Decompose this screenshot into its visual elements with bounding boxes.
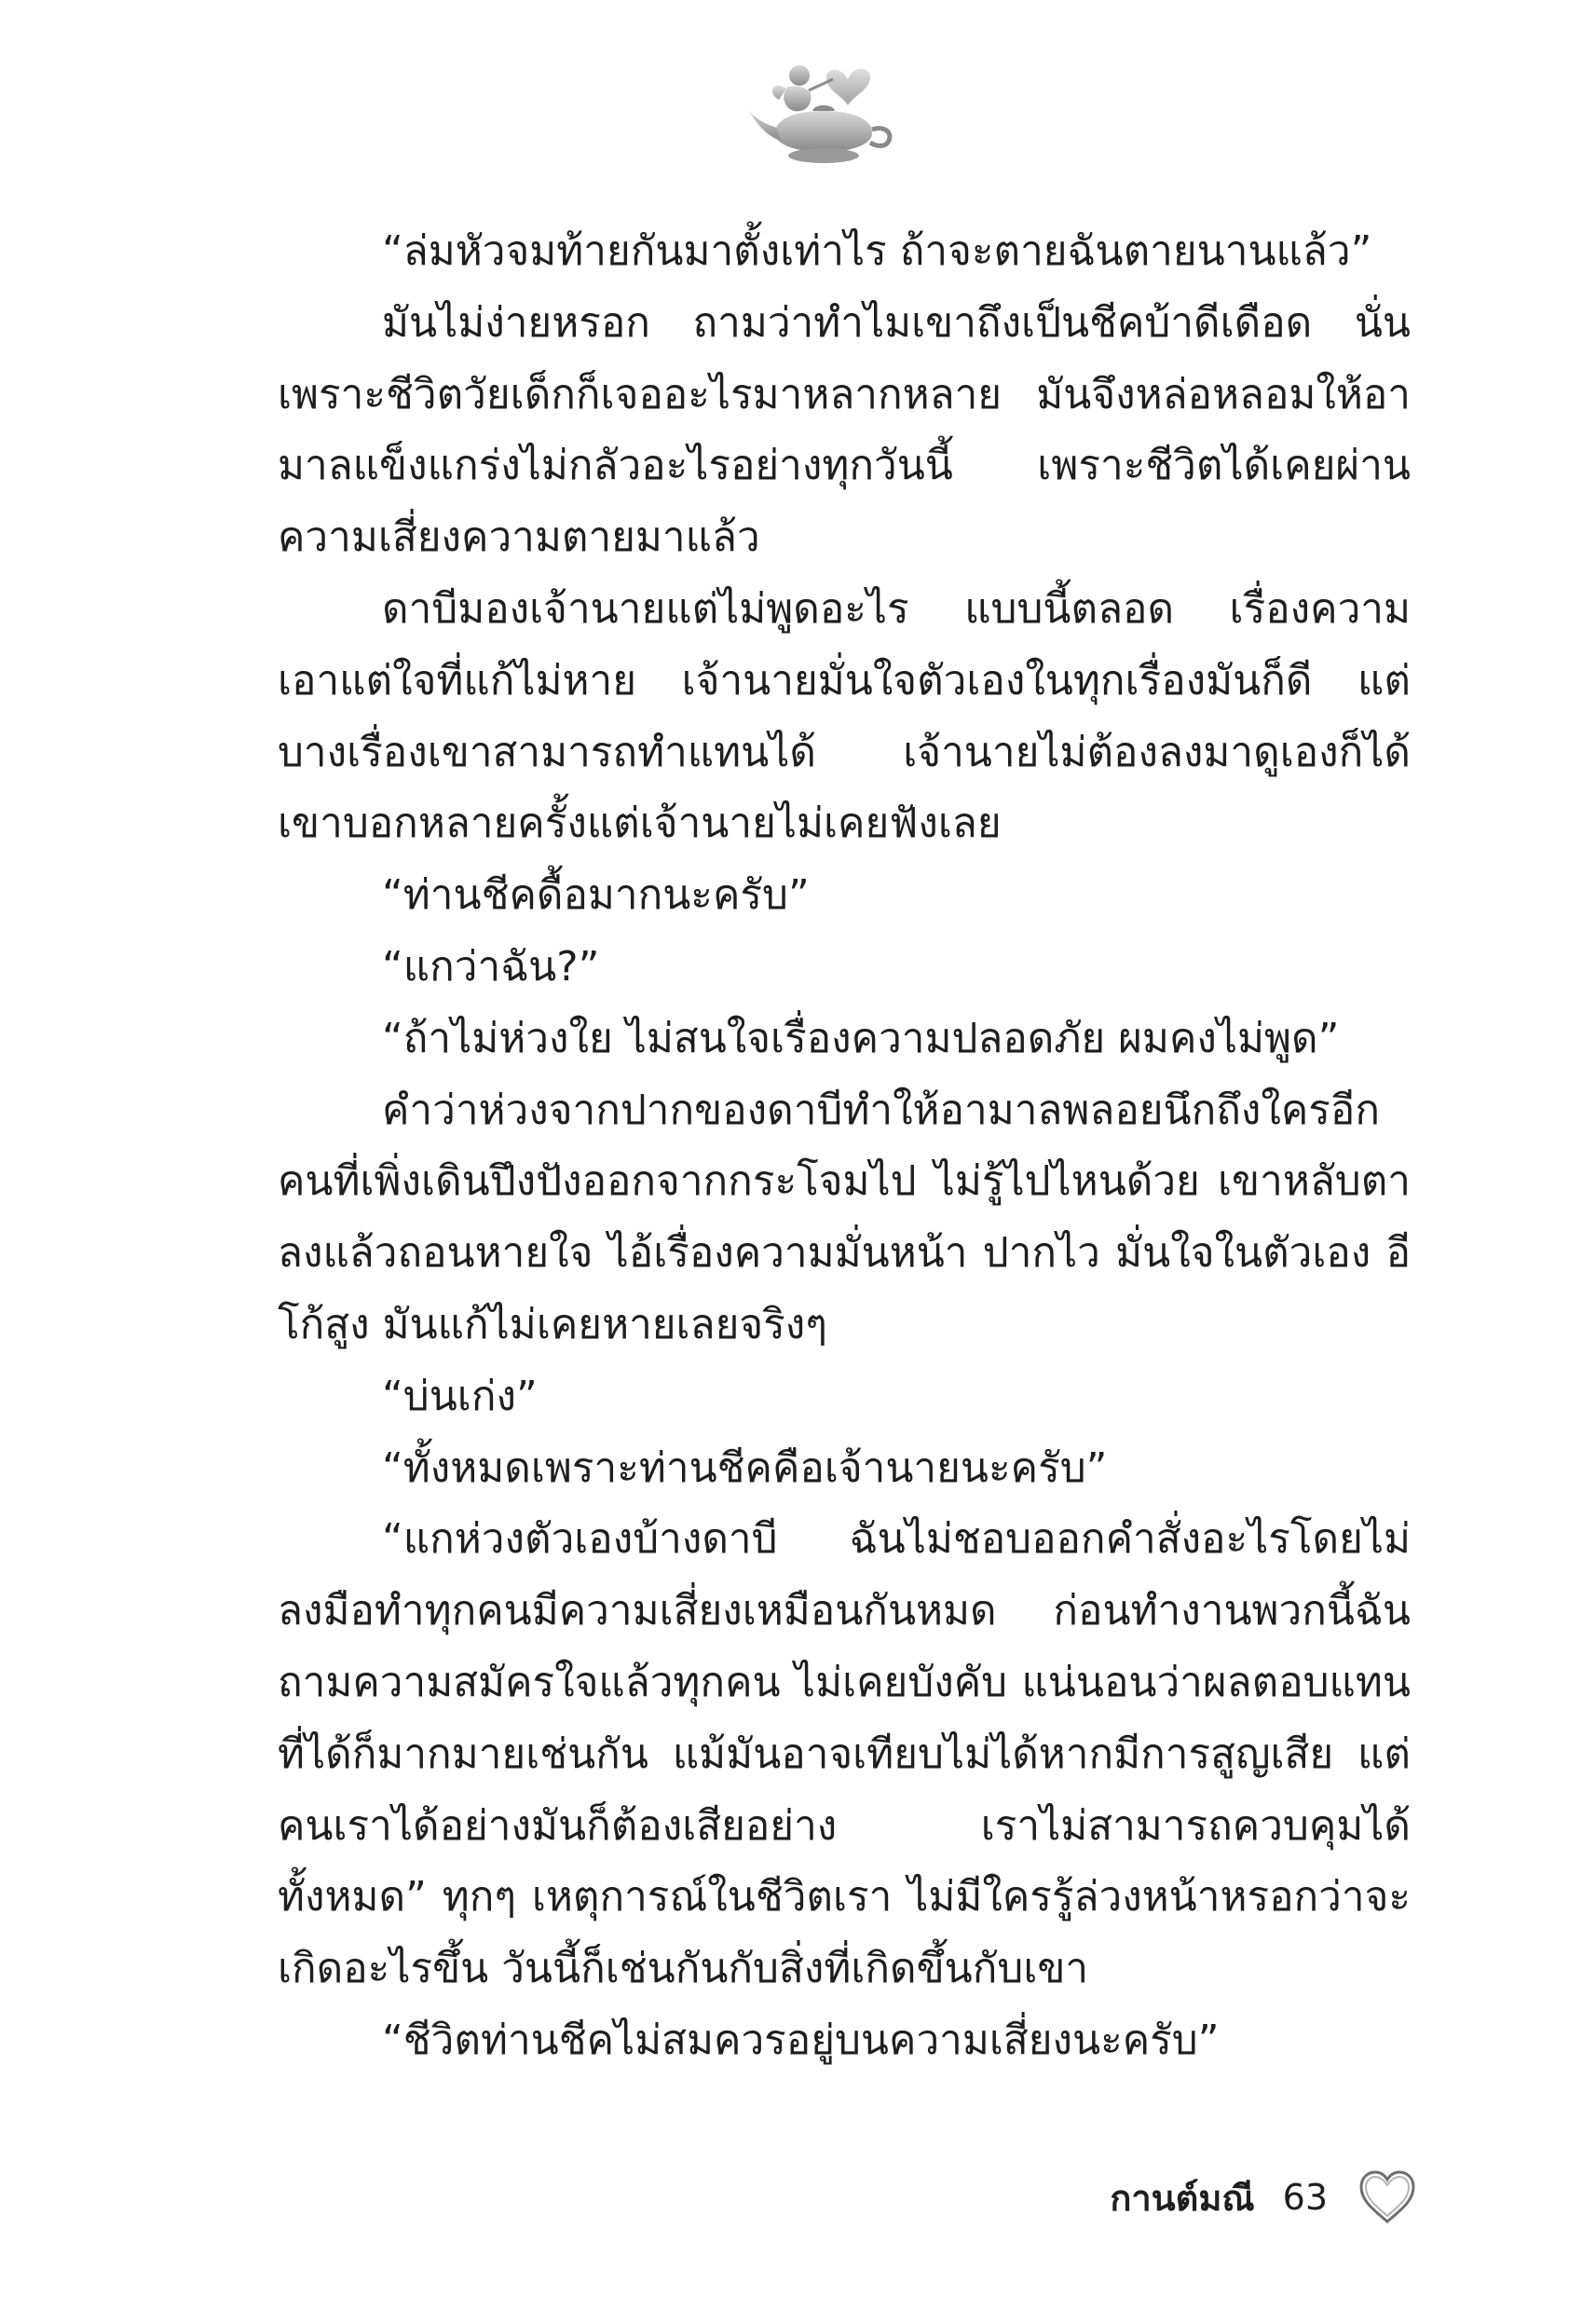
- paragraph: “บ่นเก่ง”: [382, 1372, 538, 1420]
- book-title: กานต์มณี: [1110, 2177, 1255, 2219]
- paragraph: “ชีวิตท่านชีคไม่สมควรอยู่บนความเสี่ยงนะครับ”: [382, 2016, 1220, 2064]
- cupid-teapot-ornament-icon: [743, 51, 902, 168]
- paragraph: “ถ้าไม่ห่วงใย ไม่สนใจเรื่องความปลอดภัย ผมคงไม่พูด”: [382, 1014, 1340, 1062]
- paragraph: มันไม่ง่ายหรอก ถามว่าทำไมเขาถึงเป็นชีคบ้าดีเดือด นั่นเพราะชีวิตวัยเด็กก็เจออะไรมาหลากหลาย มันจึงหล่อหลอมให้อามาลแข็งแกร่งไม่กลัวอะไรอย่างทุกวันนี้ เพราะชีวิตได้เคยผ่านความเสี่ยงความตายมาแล้ว: [278, 298, 1411, 562]
- page-number: 63: [1282, 2177, 1328, 2218]
- paragraph: “แกว่าฉัน?”: [382, 942, 600, 991]
- paragraph: “ท่านชีคดื้อมากนะครับ”: [382, 871, 810, 920]
- paragraph: “แกห่วงตัวเองบ้างดาบี ฉันไม่ชอบออกคำสั่งอะไรโดยไม่ลงมือทำทุกคนมีความเสี่ยงเหมือนกันหมด ก่อนทำงานพวกนี้ฉันถามความสมัครใจแล้วทุกคน ไม่เคยบังคับ แน่นอนว่าผลตอบแทนที่ได้ก็มากมายเช่นกัน แม้มันอาจเทียบไม่ได้หากมีการสูญเสีย แต่คนเราได้อย่างมันก็ต้องเสียอย่าง เราไม่สามารถควบคุมได้ทั้งหมด” ทุกๆ เหตุการณ์ในชีวิตเรา ไม่มีใครรู้ล่วงหน้าหรอกว่าจะเกิดอะไรขึ้น วันนี้ก็เช่นกันกับสิ่งที่เกิดขึ้นกับเขา: [278, 1515, 1411, 1993]
- paragraph: “ล่มหัวจมท้ายกันมาตั้งเท่าไร ถ้าจะตายฉันตายนานแล้ว”: [382, 227, 1372, 275]
- body-text: [278, 216, 1411, 2077]
- paragraph: คำว่าห่วงจากปากของดาบีทำให้อามาลพลอยนึกถึงใครอีกคนที่เพิ่งเดินปึงปังออกจากกระโจมไป ไม่รู้ไปไหนด้วย เขาหลับตาลงแล้วถอนหายใจ ไอ้เรื่องความมั่นหน้า ปากไว มั่นใจในตัวเอง อีโก้สูง มันแก้ไม่เคยหายเลยจริงๆ: [278, 1086, 1411, 1348]
- page-footer: [1110, 2160, 1419, 2235]
- paragraph: ดาบีมองเจ้านายแต่ไม่พูดอะไร แบบนี้ตลอด เรื่องความเอาแต่ใจที่แก้ไม่หาย เจ้านายมั่นใจตัวเองในทุกเรื่องมันก็ดี แต่บางเรื่องเขาสามารถทำแทนได้ เจ้านายไม่ต้องลงมาดูเองก็ได้ เขาบอกหลายครั้งแต่เจ้านายไม่เคยฟังเลย: [278, 584, 1411, 848]
- paragraph: “ทั้งหมดเพราะท่านชีคคือเจ้านายนะครับ”: [382, 1443, 1108, 1492]
- heart-outline-icon: [1356, 2167, 1419, 2227]
